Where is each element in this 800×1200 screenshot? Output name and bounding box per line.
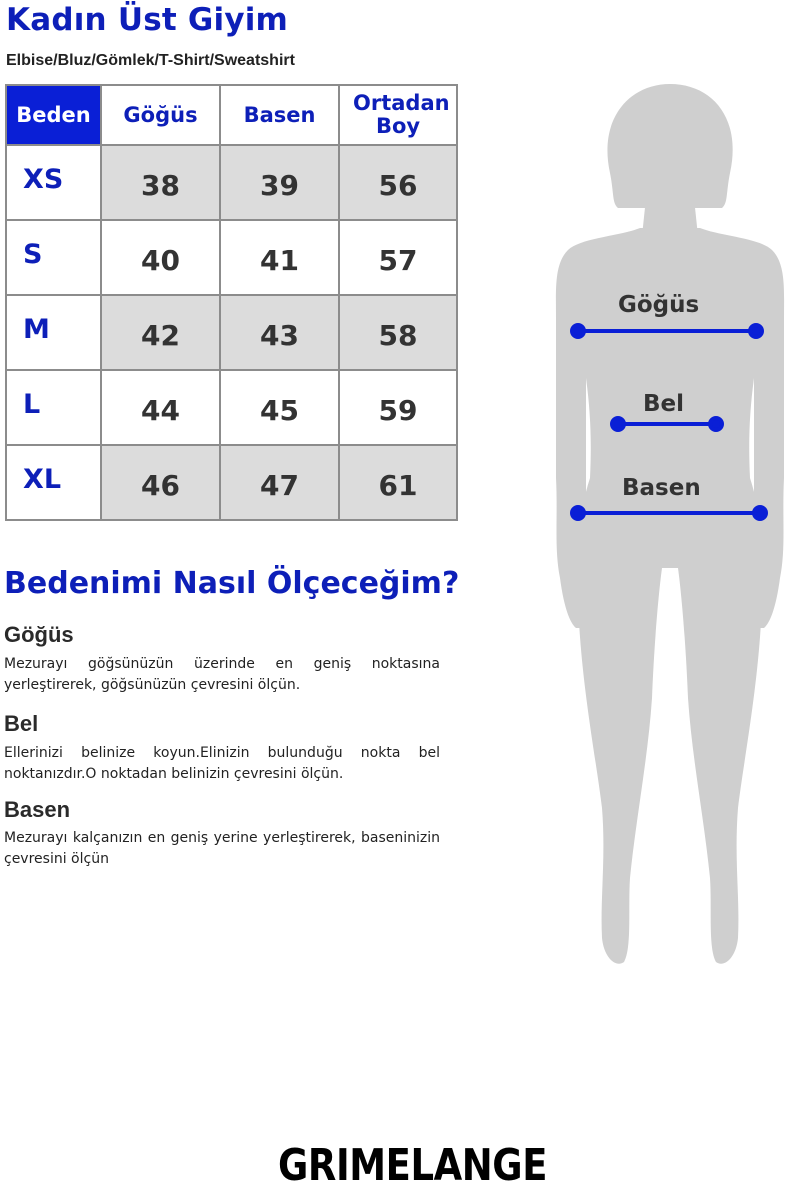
size-label: S	[6, 220, 101, 295]
gogus-measure-dot-right	[750, 325, 762, 337]
gogus-value: 38	[101, 145, 220, 220]
basen-value: 43	[220, 295, 339, 370]
gogus-heading: Göğüs	[4, 622, 74, 647]
header-gogus: Göğüs	[101, 85, 220, 145]
basen-value: 41	[220, 220, 339, 295]
table-row	[6, 145, 457, 220]
basen-value: 45	[220, 370, 339, 445]
gogus-value: 40	[101, 220, 220, 295]
table-row	[6, 220, 457, 295]
bel-measure-dot-left	[612, 418, 624, 430]
size-label: XS	[6, 145, 101, 220]
garment-types: Elbise/Bluz/Gömlek/T-Shirt/Sweatshirt	[6, 52, 295, 69]
table-header-row	[6, 85, 457, 145]
table-row	[6, 370, 457, 445]
page-title: Kadın Üst Giyim	[6, 2, 289, 38]
gogus-description: Mezurayı göğsünüzün üzerinde en geniş noktasına yerleştirerek, göğsünüzün çevresini ölçün.	[4, 656, 440, 693]
header-ortadan-boy: Ortadan Boy	[339, 85, 457, 145]
boy-value: 56	[339, 145, 457, 220]
hair-shape	[607, 84, 732, 208]
size-chart-table	[5, 84, 458, 521]
header-beden: Beden	[6, 85, 101, 145]
gogus-value: 44	[101, 370, 220, 445]
basen-measure-dot-left	[572, 507, 584, 519]
basen-heading: Basen	[4, 797, 71, 822]
measure-guide-title: Bedenimi Nasıl Ölçeceğim?	[4, 566, 460, 601]
torso-shape	[556, 228, 784, 964]
bel-heading: Bel	[4, 711, 39, 736]
brand-logo: GRIMELANGE	[278, 1140, 548, 1191]
figure-label-bel: Bel	[643, 391, 685, 417]
gogus-value: 42	[101, 295, 220, 370]
gogus-value: 46	[101, 445, 220, 520]
bel-measure-dot-right	[710, 418, 722, 430]
boy-value: 61	[339, 445, 457, 520]
figure-label-basen: Basen	[622, 475, 701, 501]
size-label: L	[6, 370, 101, 445]
header-basen: Basen	[220, 85, 339, 145]
table-row	[6, 295, 457, 370]
body-silhouette	[540, 78, 800, 978]
size-label: M	[6, 295, 101, 370]
boy-value: 57	[339, 220, 457, 295]
gogus-measure-dot-left	[572, 325, 584, 337]
figure-label-gogus: Göğüs	[618, 292, 700, 318]
table-row	[6, 445, 457, 520]
basen-value: 47	[220, 445, 339, 520]
basen-value: 39	[220, 145, 339, 220]
bel-description: Ellerinizi belinize koyun.Elinizin bulunduğu nokta bel noktanızdır.O noktadan belinizin çevresini ölçün.	[4, 745, 440, 782]
basen-description: Mezurayı kalçanızın en geniş yerine yerleştirerek, baseninizin çevresini ölçün	[4, 830, 440, 867]
basen-measure-dot-right	[754, 507, 766, 519]
boy-value: 58	[339, 295, 457, 370]
boy-value: 59	[339, 370, 457, 445]
size-label: XL	[6, 445, 101, 520]
